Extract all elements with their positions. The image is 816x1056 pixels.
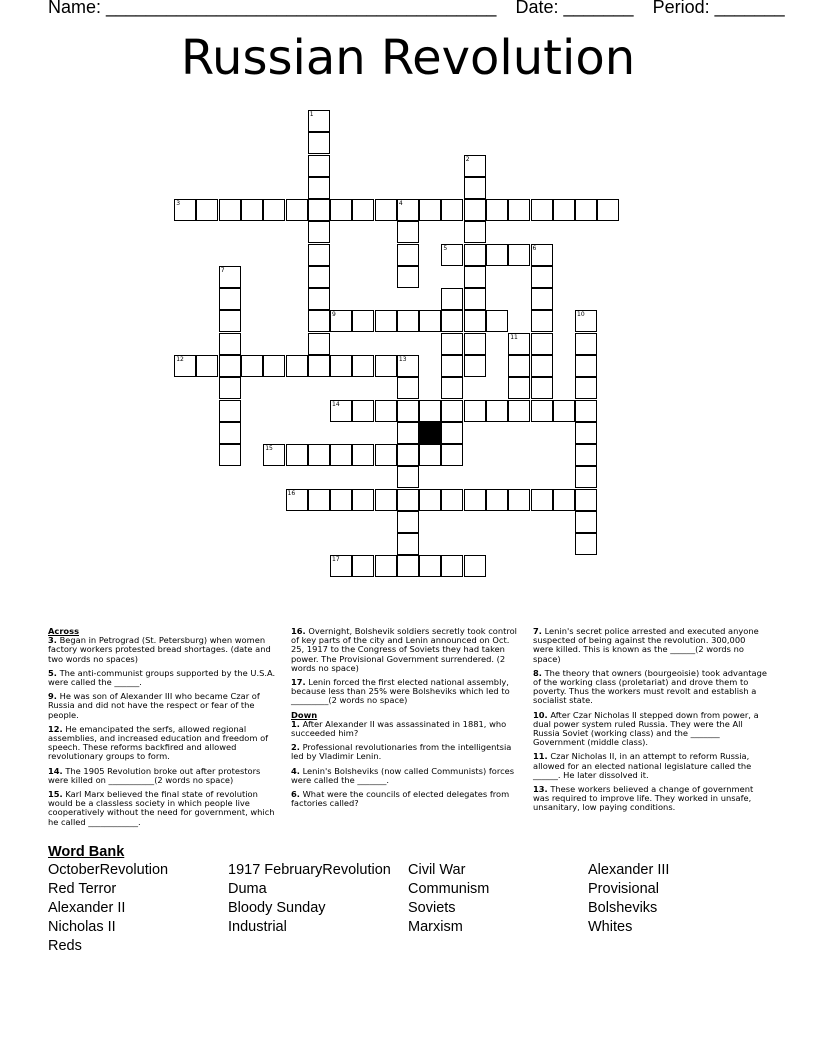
crossword-cell[interactable] [174, 355, 196, 377]
clue-number: 7 [220, 266, 225, 274]
word-bank [48, 862, 788, 957]
word-bank-item: Alexander II [48, 900, 126, 916]
crossword-cell[interactable] [397, 466, 419, 488]
crossword-cell[interactable] [308, 266, 330, 288]
crossword-cell[interactable] [308, 489, 330, 511]
clue-down-7: 7. Lenin's secret police arrested and executed anyone suspected of being against the revolution. 300,000 were killed. This is known as the ______(2 words no space) [533, 626, 759, 664]
clue-number: 4 [398, 200, 403, 208]
crossword-cell[interactable] [575, 355, 597, 377]
crossword-cell[interactable] [352, 444, 374, 466]
crossword-cell[interactable] [375, 199, 397, 221]
crossword-cell[interactable] [352, 489, 374, 511]
crossword-cell[interactable] [419, 489, 441, 511]
crossword-cell[interactable] [531, 377, 553, 399]
crossword-cell[interactable] [263, 444, 285, 466]
crossword-cell[interactable] [308, 333, 330, 355]
clue-down-10: 10. After Czar Nicholas II stepped down from power, a dual power system ruled Russia. They were the All Russia Soviet (working class) and the _______ Government (middle class). [533, 709, 759, 748]
crossword-cell[interactable] [397, 489, 419, 511]
crossword-cell[interactable] [330, 555, 352, 577]
crossword-cell[interactable] [375, 444, 397, 466]
word-bank-item: Communism [408, 881, 490, 897]
crossword-cell[interactable] [486, 310, 508, 332]
crossword-cell[interactable] [441, 444, 463, 466]
clue-number: 3 [176, 200, 181, 208]
crossword-cell[interactable] [330, 199, 352, 221]
word-bank-item: Reds [48, 938, 82, 954]
crossword-cell[interactable] [486, 489, 508, 511]
crossword-cell[interactable] [397, 400, 419, 422]
down-heading: Down [291, 709, 318, 720]
crossword-cell[interactable] [464, 310, 486, 332]
page-title: Russian Revolution [180, 30, 636, 86]
crossword-cell[interactable] [397, 533, 419, 555]
crossword-cell[interactable] [308, 199, 330, 221]
crossword-cell[interactable] [330, 310, 352, 332]
crossword-cell[interactable] [375, 555, 397, 577]
crossword-cell[interactable] [575, 400, 597, 422]
crossword-cell[interactable] [219, 266, 241, 288]
crossword-cell[interactable] [241, 199, 263, 221]
period-field[interactable]: Period: _______ [652, 0, 785, 17]
crossword-cell[interactable] [397, 444, 419, 466]
crossword-cell[interactable] [531, 244, 553, 266]
crossword-cell[interactable] [575, 333, 597, 355]
crossword-cell[interactable] [575, 199, 597, 221]
clue-down-8: 8. The theory that owners (bourgeoisie) took advantage of the working class (proletariat) and drove them to poverty. Thus the workers must revolt and establish a socialist state. [533, 667, 768, 706]
crossword-cell[interactable] [397, 511, 419, 533]
clue-across-5: 5. The anti-communist groups supported by the U.S.A. were called the ______. [48, 667, 276, 688]
crossword-cell[interactable] [397, 244, 419, 266]
word-bank-item: Red Terror [48, 881, 117, 897]
name-field[interactable]: Name: _______________________________________ [48, 0, 497, 17]
crossword-cell[interactable] [174, 199, 196, 221]
word-bank-item: Soviets [408, 900, 456, 916]
clue-across-15: 15. Karl Marx believed the final state of revolution would be a classless society in which people live cooperatively without the need for government, which he called ____________. [48, 789, 275, 827]
word-bank-item: Civil War [408, 862, 466, 878]
clues-column-1 [48, 627, 278, 832]
crossword-cell[interactable] [286, 444, 308, 466]
word-bank-item: Whites [588, 919, 633, 935]
crossword-cell[interactable] [464, 288, 486, 310]
crossword-cell[interactable] [508, 400, 530, 422]
crossword-cell[interactable] [441, 422, 463, 444]
crossword-cell[interactable] [441, 199, 463, 221]
word-bank-item: 1917 FebruaryRevolution [228, 862, 391, 878]
clue-number: 11 [510, 333, 518, 341]
crossword-cell[interactable] [464, 177, 486, 199]
crossword-cell[interactable] [330, 400, 352, 422]
word-bank-item: Provisional [588, 881, 659, 897]
clue-across-12: 12. He emancipated the serfs, allowed regional assemblies, and increased education and freedom of speech. These reforms backfired and allowed revolutionary groups to form. [48, 723, 269, 762]
crossword-cell[interactable] [531, 489, 553, 511]
clue-number: 16 [287, 489, 296, 497]
clue-number: 6 [532, 244, 537, 252]
crossword-cell[interactable] [553, 400, 575, 422]
crossword-cell[interactable] [308, 244, 330, 266]
crossword-cell[interactable] [419, 310, 441, 332]
crossword-cell[interactable] [308, 288, 330, 310]
crossword-cell[interactable] [464, 489, 486, 511]
crossword-cell[interactable] [397, 422, 419, 444]
word-bank-item: Nicholas II [48, 919, 116, 935]
clue-number: 1 [309, 111, 314, 118]
clues-column-3 [533, 627, 768, 818]
crossword-cell[interactable] [486, 244, 508, 266]
word-bank-item: Duma [228, 881, 267, 897]
clue-across-3: 3. Began in Petrograd (St. Petersburg) when women factory workers protested bread shortages. (date and two words no spaces) [48, 635, 271, 664]
crossword-cell[interactable] [441, 244, 463, 266]
crossword-cell[interactable] [531, 199, 553, 221]
crossword-cell[interactable] [553, 199, 575, 221]
crossword-cell[interactable] [375, 310, 397, 332]
crossword-cell[interactable] [441, 355, 463, 377]
crossword-cell[interactable] [397, 377, 419, 399]
crossword-cell[interactable] [441, 377, 463, 399]
word-bank-item: Bolsheviks [588, 900, 658, 916]
crossword-cell[interactable] [486, 199, 508, 221]
crossword-cell[interactable] [196, 355, 218, 377]
crossword-cell[interactable] [486, 400, 508, 422]
crossword-cell[interactable] [464, 155, 486, 177]
clue-across-16: 16. Overnight, Bolshevik soldiers secretly took control of key parts of the city and Lenin announced on Oct. 25, 1917 to the Congress of Soviets they had taken power. The Provisional Government surrendered. (2 words no space) [291, 626, 517, 673]
clue-number: 17 [332, 556, 340, 564]
crossword-cell[interactable] [375, 489, 397, 511]
crossword-cell[interactable] [419, 555, 441, 577]
crossword-cell[interactable] [397, 221, 419, 243]
crossword-cell[interactable] [553, 489, 575, 511]
crossword-cell[interactable] [308, 355, 330, 377]
crossword-cell[interactable] [464, 555, 486, 577]
clue-down-1: 1. After Alexander II was assassinated in 1881, who succeeded him? [291, 718, 507, 739]
word-bank-item: OctoberRevolution [48, 862, 169, 878]
crossword-cell[interactable] [219, 310, 241, 332]
crossword-cell[interactable] [531, 355, 553, 377]
crossword-cell[interactable] [575, 533, 597, 555]
crossword-cell[interactable] [441, 333, 463, 355]
crossword-cell[interactable] [508, 244, 530, 266]
crossword-cell[interactable] [196, 199, 218, 221]
crossword-cell[interactable] [575, 511, 597, 533]
across-heading: Across [48, 626, 80, 636]
clue-across-9: 9. He was son of Alexander III who became Czar of Russia and did not have the respect or fear of the people. [48, 691, 260, 720]
crossword-cell[interactable] [352, 400, 374, 422]
clue-down-11: 11. Czar Nicholas II, in an attempt to reform Russia, allowed for an elected national legislature called the ______. He later dissolved it. [533, 751, 752, 780]
crossword-cell[interactable] [397, 555, 419, 577]
crossword-cell[interactable] [464, 266, 486, 288]
crossword-black-cell [419, 422, 441, 444]
crossword-cell[interactable] [441, 310, 463, 332]
clue-number: 2 [465, 155, 470, 163]
crossword-cell[interactable] [575, 422, 597, 444]
crossword-cell[interactable] [464, 199, 486, 221]
crossword-cell[interactable] [219, 199, 241, 221]
crossword-cell[interactable] [531, 310, 553, 332]
crossword-cell[interactable] [508, 377, 530, 399]
crossword-cell[interactable] [575, 466, 597, 488]
crossword-cell[interactable] [464, 221, 486, 243]
crossword-cell[interactable] [241, 355, 263, 377]
crossword-cell[interactable] [464, 244, 486, 266]
crossword-cell[interactable] [263, 199, 285, 221]
clue-number: 10 [577, 311, 585, 319]
crossword-cell[interactable] [531, 288, 553, 310]
crossword-cell[interactable] [397, 310, 419, 332]
crossword-cell[interactable] [575, 489, 597, 511]
clue-number: 5 [443, 244, 448, 252]
clue-number: 13 [398, 356, 407, 363]
crossword-cell[interactable] [308, 132, 330, 154]
crossword-cell[interactable] [531, 333, 553, 355]
crossword-cell[interactable] [464, 333, 486, 355]
crossword-cell[interactable] [441, 288, 463, 310]
crossword-cell[interactable] [441, 555, 463, 577]
crossword-cell[interactable] [597, 199, 619, 221]
word-bank-title: Word Bank [48, 844, 125, 860]
crossword-cell[interactable] [352, 199, 374, 221]
crossword-cell[interactable] [419, 199, 441, 221]
crossword-cell[interactable] [219, 288, 241, 310]
crossword-cell[interactable] [219, 333, 241, 355]
crossword-cell[interactable] [441, 489, 463, 511]
crossword-cell[interactable] [531, 400, 553, 422]
word-bank-item: Alexander III [588, 862, 670, 878]
crossword-cell[interactable] [286, 199, 308, 221]
crossword-cell[interactable] [352, 555, 374, 577]
crossword-cell[interactable] [508, 355, 530, 377]
crossword-cell[interactable] [330, 444, 352, 466]
clue-down-2: 2. Professional revolutionaries from the intelligentsia led by Vladimir Lenin. [291, 742, 512, 762]
word-bank-item: Marxism [408, 919, 463, 935]
clue-number: 15 [265, 445, 273, 453]
crossword-cell[interactable] [464, 400, 486, 422]
crossword-cell[interactable] [330, 355, 352, 377]
crossword-cell[interactable] [286, 355, 308, 377]
word-bank-item: Bloody Sunday [228, 900, 326, 916]
crossword-cell[interactable] [219, 422, 241, 444]
crossword-cell[interactable] [263, 355, 285, 377]
crossword-cell[interactable] [375, 355, 397, 377]
crossword-cell[interactable] [219, 355, 241, 377]
crossword-cell[interactable] [508, 333, 530, 355]
crossword-cell[interactable] [397, 266, 419, 288]
crossword-cell[interactable] [531, 266, 553, 288]
crossword-cell[interactable] [397, 355, 419, 377]
crossword-cell[interactable] [419, 400, 441, 422]
clue-down-6: 6. What were the councils of elected delegates from factories called? [291, 789, 510, 809]
clue-across-17: 17. Lenin forced the first elected national assembly, because less than 25% were Bolsheviks which led to _________(2 words no space) [291, 677, 510, 706]
crossword-cell[interactable] [286, 489, 308, 511]
clue-across-14: 14. The 1905 Revolution broke out after protestors were killed on ___________(2 words no space) [48, 765, 261, 785]
crossword-cell[interactable] [575, 377, 597, 399]
crossword-cell[interactable] [575, 310, 597, 332]
crossword-cell[interactable] [330, 489, 352, 511]
clues-column-2 [291, 627, 518, 813]
word-bank-item: Industrial [228, 919, 287, 935]
crossword-cell[interactable] [419, 444, 441, 466]
crossword-cell[interactable] [219, 400, 241, 422]
crossword-cell[interactable] [308, 221, 330, 243]
crossword-cell[interactable] [352, 355, 374, 377]
crossword-cell[interactable] [375, 400, 397, 422]
crossword-cell[interactable] [575, 444, 597, 466]
crossword-cell[interactable] [464, 355, 486, 377]
crossword-cell[interactable] [308, 155, 330, 177]
crossword-cell[interactable] [308, 177, 330, 199]
crossword-cell[interactable] [219, 444, 241, 466]
crossword-cell[interactable] [441, 400, 463, 422]
crossword-cell[interactable] [308, 110, 330, 132]
crossword-cell[interactable] [352, 310, 374, 332]
crossword-cell[interactable] [308, 310, 330, 332]
crossword-cell[interactable] [397, 199, 419, 221]
clue-number: 14 [332, 400, 340, 408]
clue-down-4: 4. Lenin's Bolsheviks (now called Communists) forces were called the _______. [291, 765, 515, 785]
crossword-cell[interactable] [508, 199, 530, 221]
clue-number: 9 [332, 311, 336, 319]
crossword-cell[interactable] [508, 489, 530, 511]
crossword-cell[interactable] [219, 377, 241, 399]
clue-number: 12 [176, 356, 184, 363]
crossword-cell[interactable] [308, 444, 330, 466]
date-field[interactable]: Date: _______ [515, 0, 634, 17]
clue-down-13: 13. These workers believed a change of government was required to improve life. They worked in unsafe, unsanitary, low paying conditions. [533, 784, 754, 813]
